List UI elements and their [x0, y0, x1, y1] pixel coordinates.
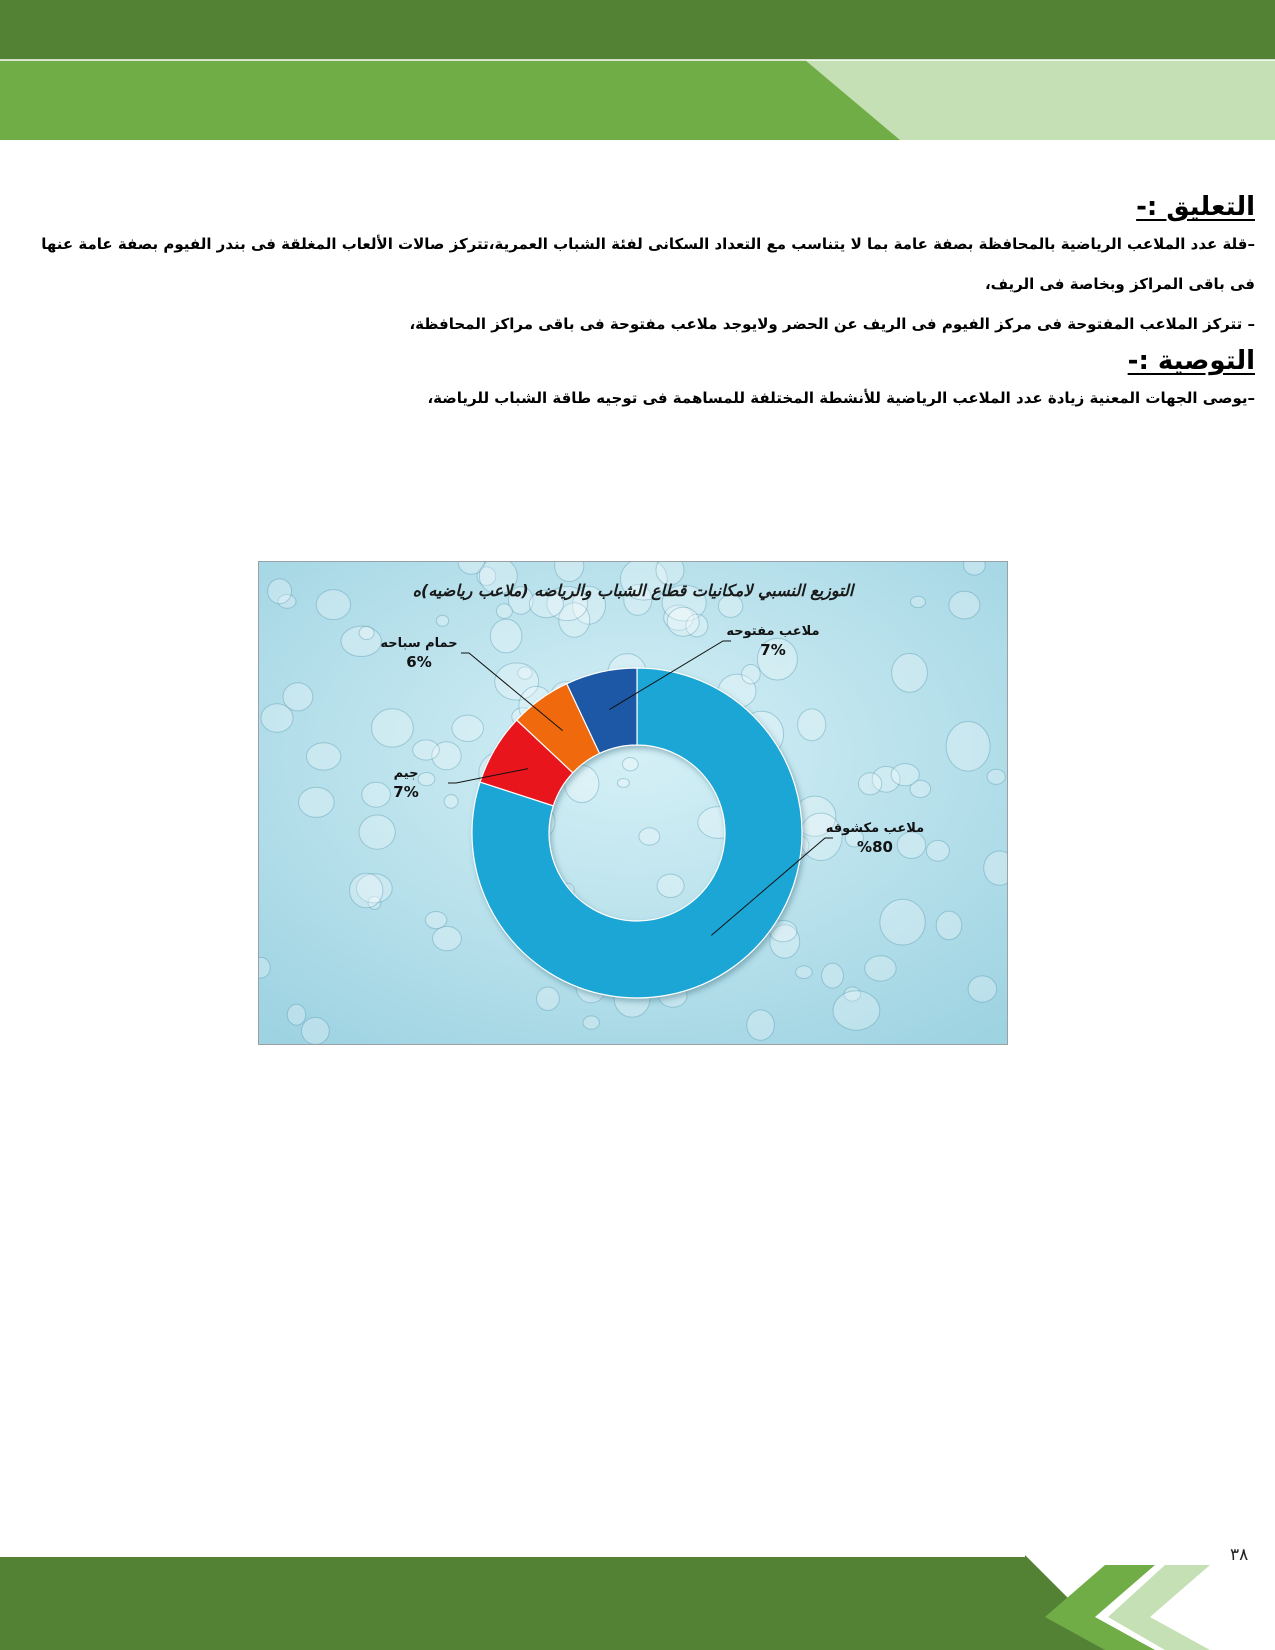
commentary-paragraph-2: – تتركز الملاعب المفتوحة فى مركز الفيوم فى الريف عن الحضر ولايوجد ملاعب مفتوحة فى باقى مراكز المحافظة،	[409, 315, 1255, 333]
page-footer-banner	[0, 1555, 1275, 1650]
donut-chart	[258, 561, 1008, 1045]
chart-title: التوزيع النسبي لامكانيات قطاع الشباب والرياضه (ملاعب رياضيه)ه	[412, 581, 854, 600]
slice-value-label: 7%	[760, 641, 786, 659]
recommendation-paragraph: –يوصى الجهات المعنية زيادة عدد الملاعب الرياضية للأنشطة المختلفة للمساهمة فى توجيه طاقة الشباب للرياضة،	[427, 389, 1255, 407]
slice-category-label: جيم	[393, 766, 419, 781]
slice-value-label: 7%	[393, 783, 419, 801]
slice-category-label: ملاعب مكشوفه	[825, 821, 925, 836]
slice-value-label: %80	[857, 838, 893, 856]
slice-value-label: 6%	[406, 653, 432, 671]
commentary-paragraph-1: –قلة عدد الملاعب الرياضية بالمحافظة بصفة عامة بما لا يتناسب مع التعداد السكانى لفئة الشباب العمرية،تتركز صالات الألعاب المغلقة فى بندر الفيوم بصفة عامة عنها فى باقى المراكز وبخاصة فى الريف،	[41, 235, 1255, 293]
slice-category-label: حمام سباحه	[380, 636, 458, 651]
page-header-banner	[0, 0, 1275, 140]
slice-category-label: ملاعب مفتوحه	[726, 624, 820, 639]
report-text	[40, 190, 1255, 418]
page-number: ٣٨	[1230, 1545, 1249, 1565]
commentary-heading: التعليق :-	[1136, 192, 1255, 222]
recommendation-heading: التوصية :-	[1127, 346, 1255, 376]
